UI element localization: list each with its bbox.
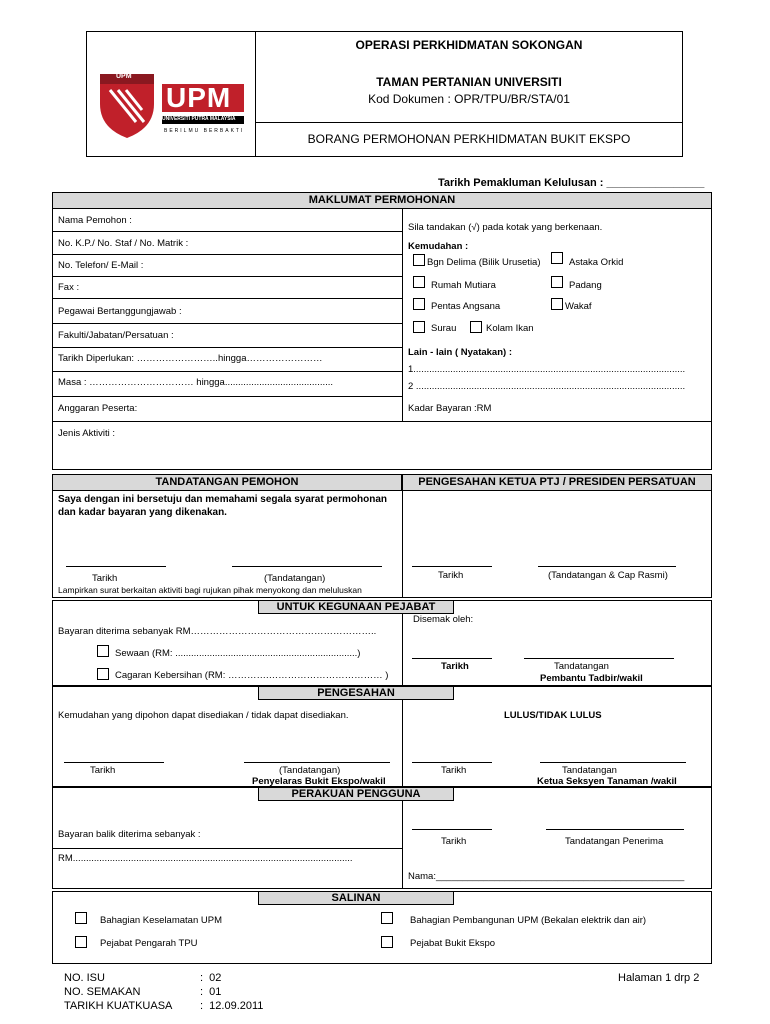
facility-surau: Surau — [431, 323, 457, 334]
footer-revision-value: : 01 — [200, 986, 222, 998]
facility-pentas-angsana: Pentas Angsana — [431, 301, 501, 312]
checkbox-kolam-ikan[interactable] — [470, 321, 482, 333]
checkbox-cleaning-deposit[interactable] — [97, 668, 109, 680]
form-title: BORANG PERMOHONAN PERKHIDMATAN BUKIT EKSPO — [307, 132, 631, 146]
row-line — [52, 254, 402, 255]
checkbox-rent[interactable] — [97, 645, 109, 657]
checkbox-copy-development[interactable] — [381, 912, 393, 924]
user-confirm-divider — [402, 801, 403, 889]
checkbox-pentas-angsana[interactable] — [413, 298, 425, 310]
copy-bukit-ekspo-label: Pejabat Bukit Ekspo — [410, 938, 496, 949]
upm-small-text: UPM — [116, 73, 132, 80]
participants-label: Anggaran Peserta: — [58, 403, 138, 414]
office-title: UNTUK KEGUNAAN PEJABAT — [258, 600, 454, 614]
footer-effective-label: TARIKH KUATKUASA — [64, 1000, 173, 1012]
fee-label: Kadar Bayaran :RM — [408, 403, 492, 414]
instruction-text: Sila tandakan (√) pada kotak yang berkenaan. — [408, 222, 603, 233]
doc-code: Kod Dokumen : OPR/TPU/BR/STA/01 — [368, 92, 570, 106]
endorsement-title: PENGESAHAN KETUA PTJ / PRESIDEN PERSATUAN — [402, 474, 712, 491]
verification-statement: Kemudahan yang dipohon dapat disediakan / tidak dapat disediakan. — [58, 710, 349, 721]
cleaning-label: Cagaran Kebersihan (RM: ………….……………………………… ) — [115, 670, 389, 681]
footer-issue-label: NO. ISU — [64, 972, 105, 984]
office-date-label: Tarikh — [441, 661, 469, 672]
footer-issue-value: : 02 — [200, 972, 222, 984]
verify-role-label-2: Ketua Seksyen Tanaman /wakil — [537, 776, 677, 787]
verify-date-line-1 — [64, 762, 164, 763]
row-line — [52, 298, 402, 299]
verify-sign-line-2 — [540, 762, 686, 763]
applicant-date-label: Tarikh — [92, 573, 118, 584]
sig-divider — [402, 491, 403, 598]
footer-revision-label: NO. SEMAKAN — [64, 986, 141, 998]
upm-logo — [96, 70, 246, 140]
phone-email-label: No. Telefon/ E-Mail : — [58, 260, 144, 271]
row-line — [52, 347, 402, 348]
applicant-sign-label: (Tandatangan) — [264, 573, 326, 584]
maklumat-divider — [402, 209, 403, 421]
endorse-sign-line — [538, 566, 676, 567]
row-line — [52, 276, 402, 277]
others-line-1: 1....................................................................................................... — [408, 364, 686, 375]
office-date-line — [412, 658, 492, 659]
refund-label: Bayaran balik diterima sebanyak : — [58, 829, 201, 840]
footer-effective-value: : 12.09.2011 — [200, 1000, 264, 1012]
row-line — [52, 371, 402, 372]
verify-sign-line-1 — [244, 762, 390, 763]
applicant-date-line — [66, 566, 166, 567]
confirm-date-label: Tarikh — [441, 836, 467, 847]
verify-sign-label-2: Tandatangan — [562, 765, 617, 776]
confirm-sign-line — [546, 829, 684, 830]
facilities-label: Kemudahan : — [408, 241, 469, 252]
verify-sign-label-1: (Tandatangan) — [279, 765, 341, 776]
page-number: Halaman 1 drp 2 — [618, 972, 700, 984]
facility-wakaf: Wakaf — [565, 301, 592, 312]
verify-date-label-2: Tarikh — [441, 765, 467, 776]
verify-date-label-1: Tarikh — [90, 765, 116, 776]
header-hline — [255, 122, 683, 123]
verification-divider — [402, 700, 403, 787]
office-role-label: Pembantu Tadbir/wakil — [540, 673, 643, 684]
upm-big-text: UPM — [166, 82, 232, 113]
upm-motto-text: BERILMU BERBAKTI — [164, 128, 245, 134]
row-line — [52, 231, 402, 232]
others-label: Lain - lain ( Nyatakan) : — [408, 347, 512, 358]
applicant-sign-line — [232, 566, 382, 567]
endorse-date-line — [412, 566, 492, 567]
confirm-sign-label: Tandatangan Penerima — [565, 836, 664, 847]
user-confirm-title: PERAKUAN PENGGUNA — [258, 787, 454, 801]
copy-director-label: Pejabat Pengarah TPU — [100, 938, 198, 949]
office-sign-label: Tandatangan — [554, 661, 609, 672]
checkbox-copy-director[interactable] — [75, 936, 87, 948]
recipient-name: Nama:_______________________________________________ — [408, 871, 685, 882]
verification-title: PENGESAHAN — [258, 686, 454, 700]
received-label: Bayaran diterima sebanyak RM………………………………………………….. — [58, 626, 377, 637]
checkbox-padang[interactable] — [551, 276, 563, 288]
checkbox-copy-bukit-ekspo[interactable] — [381, 936, 393, 948]
checkbox-copy-security[interactable] — [75, 912, 87, 924]
copy-development-label: Bahagian Pembangunan UPM (Bekalan elektrik dan air) — [410, 915, 647, 926]
ic-number-label: No. K.P./ No. Staf / No. Matrik : — [58, 238, 189, 249]
unit-title: TAMAN PERTANIAN UNIVERSITI — [376, 75, 562, 89]
endorse-sign-label: (Tandatangan & Cap Rasmi) — [548, 570, 668, 581]
office-divider — [402, 614, 403, 686]
agreement-text-2: dan kadar bayaran yang dikenakan. — [58, 507, 227, 518]
date-required-label: Tarikh Diperlukan: ……………………..hingga…………………… — [58, 353, 323, 364]
copies-title: SALINAN — [258, 891, 454, 905]
attachment-note: Lampirkan surat berkaitan aktiviti bagi rujukan pihak menyokong dan meluluskan — [58, 585, 362, 595]
rent-label: Sewaan (RM: .....................................................................) — [115, 648, 361, 659]
checkbox-bgn-delima[interactable] — [413, 254, 425, 266]
verify-date-line-2 — [412, 762, 492, 763]
facility-rumah-mutiara: Rumah Mutiara — [431, 280, 496, 291]
agreement-text-1: Saya dengan ini bersetuju dan memahami segala syarat permohonan — [58, 494, 387, 505]
checkbox-surau[interactable] — [413, 321, 425, 333]
maklumat-title: MAKLUMAT PERMOHONAN — [52, 192, 712, 209]
row-line — [52, 396, 402, 397]
endorse-date-label: Tarikh — [438, 570, 464, 581]
maklumat-row-line — [52, 421, 712, 422]
checkbox-astaka-orkid[interactable] — [551, 252, 563, 264]
row-line — [52, 323, 402, 324]
org-title: OPERASI PERKHIDMATAN SOKONGAN — [355, 38, 583, 52]
activity-label: Jenis Aktiviti : — [58, 428, 116, 439]
office-sign-line — [524, 658, 674, 659]
decision-label: LULUS/TIDAK LULUS — [504, 710, 602, 721]
others-line-2: 2 ...................................................................................................... — [408, 381, 686, 392]
fax-label: Fax : — [58, 282, 80, 293]
facility-padang: Padang — [569, 280, 602, 291]
checkbox-wakaf[interactable] — [551, 298, 563, 310]
faculty-label: Fakulti/Jabatan/Persatuan : — [58, 330, 174, 341]
refund-amount: RM.......................................................................................................... — [58, 853, 353, 864]
facility-bgn-delima: Bgn Delima (Bilik Urusetia) — [427, 257, 541, 268]
time-label: Masa : …………………………… hingga......................................... — [58, 377, 334, 388]
checkbox-rumah-mutiara[interactable] — [413, 276, 425, 288]
facility-astaka-orkid: Astaka Orkid — [569, 257, 624, 268]
facility-kolam-ikan: Kolam Ikan — [486, 323, 534, 334]
approval-notice: Tarikh Pemakluman Kelulusan : ________________ — [438, 177, 705, 189]
checked-by-label: Disemak oleh: — [413, 614, 474, 625]
verify-role-label-1: Penyelaras Bukit Ekspo/wakil — [252, 776, 386, 787]
applicant-name-label: Nama Pemohon : — [58, 215, 132, 226]
applicant-sig-title: TANDATANGAN PEMOHON — [52, 474, 402, 491]
row-line — [52, 848, 402, 849]
upm-name-text: UNIVERSITI PUTRA MALAYSIA — [162, 116, 236, 122]
confirm-date-line — [412, 829, 492, 830]
copy-security-label: Bahagian Keselamatan UPM — [100, 915, 222, 926]
officer-label: Pegawai Bertanggungjawab : — [58, 306, 182, 317]
